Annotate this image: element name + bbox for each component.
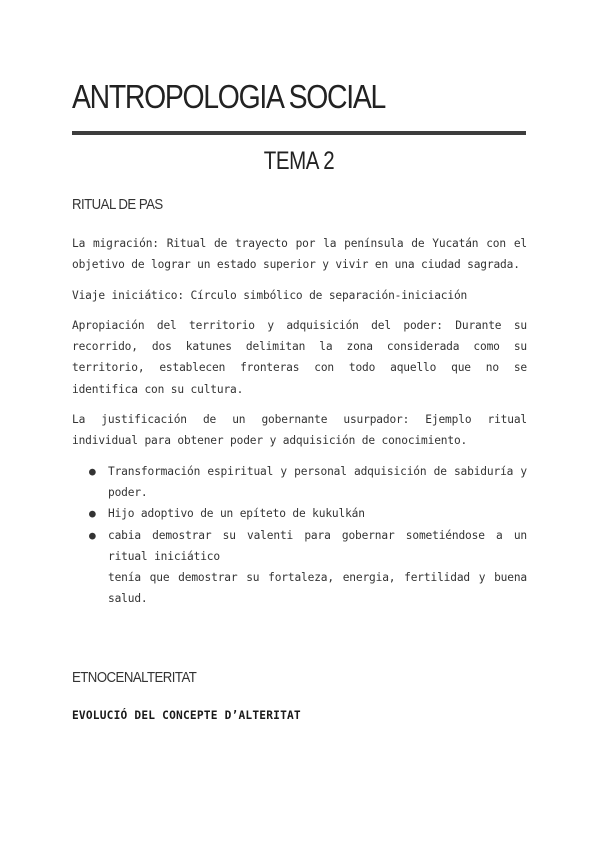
paragraph-viaje-iniciatico: Viaje iniciático: Círculo simbólico de separación-iniciación [72, 288, 468, 302]
bullet-list [72, 461, 527, 610]
section-heading-ritual-de-pas: RITUAL DE PAS [72, 196, 163, 213]
list-item-text: Transformación espiritual y personal adquisición de sabiduría y poder. [108, 464, 527, 499]
subheading-evolucio: EVOLUCIÓ DEL CONCEPTE D’ALTERITAT [72, 709, 301, 722]
list-item-continuation: tenía que demostrar su fortaleza, energia, fertilidad y buena salud. [108, 571, 527, 606]
subtitle-text: TEMA 2 [263, 147, 335, 175]
section-heading-etnocenalteritat: ETNOCENALTERITAT [72, 669, 197, 686]
bullet-icon: ● [89, 507, 96, 521]
bullet-icon: ● [89, 464, 96, 478]
paragraph-apropiacion: Apropiación del territorio y adquisición del poder: Durante su recorrido, dos katunes delimitan la zona considerada como su territorio, establecen fronteras con todo aquello que no se identifica con su cultura. [72, 318, 527, 396]
list-item [89, 503, 527, 524]
list-item-text: cabia demostrar su valenti para gobernar sometiéndose a un ritual iniciático [108, 528, 527, 563]
list-item [89, 525, 527, 610]
bullet-icon: ● [89, 528, 96, 542]
section-body [72, 233, 527, 610]
document-title: ANTROPOLOGIA SOCIAL [72, 78, 385, 115]
title-divider [72, 131, 526, 135]
document-subtitle [72, 147, 526, 176]
paragraph-migracion: La migración: Ritual de trayecto por la península de Yucatán con el objetivo de lograr un estado superior y vivir en una ciudad sagrada. [72, 237, 527, 272]
list-item [89, 461, 527, 504]
list-item-text: Hijo adoptivo de un epíteto de kukulkán [108, 507, 365, 521]
paragraph-justificacion: La justificación de un gobernante usurpador: Ejemplo ritual individual para obtener poder y adquisición de conocimiento. [72, 413, 527, 448]
